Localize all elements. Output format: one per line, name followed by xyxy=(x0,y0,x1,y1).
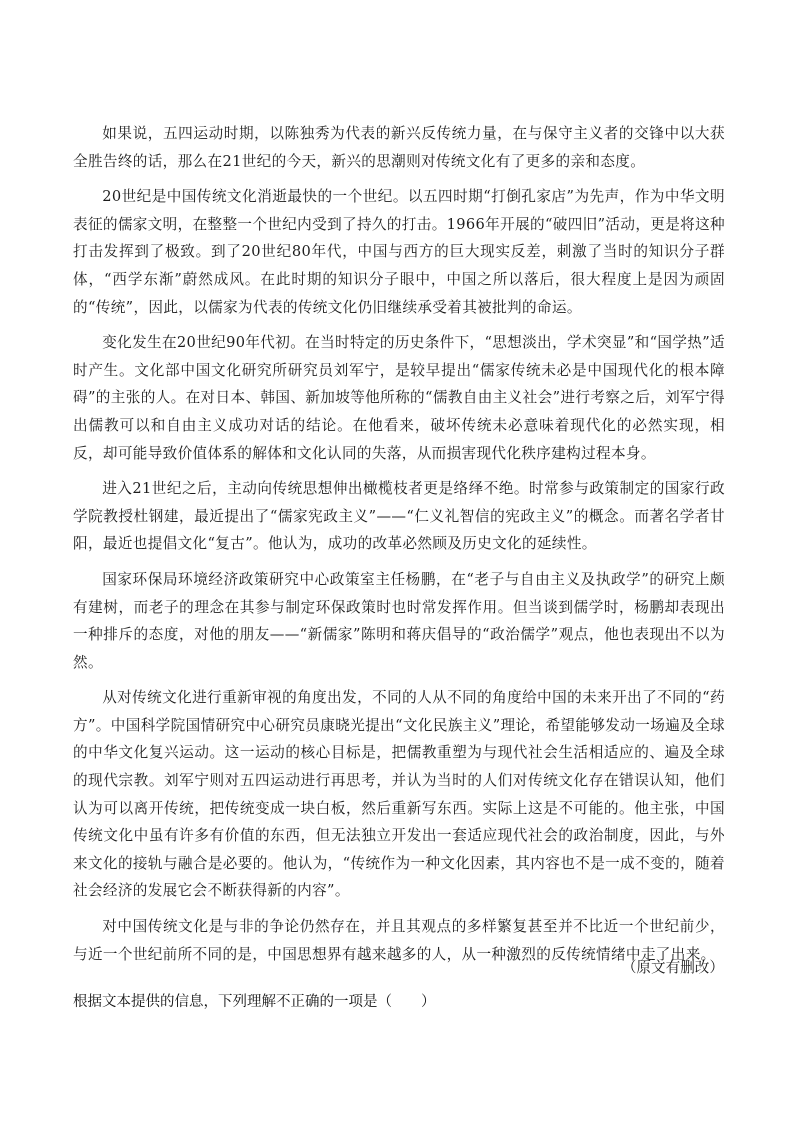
passage-paragraph-1: 如果说，五四运动时期，以陈独秀为代表的新兴反传统力量，在与保守主义者的交锋中以大获全胜告终的话，那么在21世纪的今天，新兴的思潮则对传统文化有了更多的亲和态度。 xyxy=(73,125,725,170)
passage-paragraph-7: 对中国传统文化是与非的争论仍然存在，并且其观点的多样繁复甚至并不比近一个世纪前少，与近一个世纪前所不同的是，中国思想界有越来越多的人，从一种激烈的反传统情绪中走了出来。 xyxy=(73,918,725,963)
passage-paragraph-4: 进入21世纪之后，主动向传统思想伸出橄榄枝者更是络绎不绝。时常参与政策制定的国家行政学院教授杜钢建，最近提出了“儒家宪政主义”——“仁义礼智信的宪政主义”的概念。而著名学者甘阳，最近也提倡文化“复古”。他认为，成功的改革必然顾及历史文化的延续性。 xyxy=(73,480,725,553)
passage-paragraph-2: 20世纪是中国传统文化消逝最快的一个世纪。以五四时期“打倒孔家店”为先声，作为中华文明表征的儒家文明，在整整一个世纪内受到了持久的打击。1966年开展的“破四旧”活动，更是将这种打击发挥到了极致。到了20世纪80年代，中国与西方的巨大现实反差，刺激了当时的知识分子群体，“西学东渐”蔚然成风。在此时期的知识分子眼中，中国之所以落后，很大程度上是因为顽固的“传统”，因此，以儒家为代表的传统文化仍旧继续承受着其被批判的命运。 xyxy=(73,188,725,316)
passage-paragraph-3: 变化发生在20世纪90年代初。在当时特定的历史条件下，“思想淡出，学术突显”和“国学热”适时产生。文化部中国文化研究所研究员刘军宁，是较早提出“儒家传统未必是中国现代化的根本障碍”的主张的人。在对日本、韩国、新加坡等他所称的“儒教自由主义社会”进行考察之后，刘军宁得出儒教可以和自由主义成功对话的结论。在他看来，破坏传统未必意味着现代化的必然实现，相反，却可能导致价值体系的解体和文化认同的失落，从而损害现代化秩序建构过程本身。 xyxy=(73,334,725,462)
passage-paragraph-6: 从对传统文化进行重新审视的角度出发，不同的人从不同的角度给中国的未来开出了不同的“药方”。中国科学院国情研究中心研究员康晓光提出“文化民族主义”理论，希望能够发动一场遍及全球的中华文化复兴运动。这一运动的核心目标是，把儒教重塑为与现代社会生活相适应的、遍及全球的现代宗教。刘军宁则对五四运动进行再思考，并认为当时的人们对传统文化存在错误认知，他们认为可以离开传统，把传统变成一块白板，然后重新写东西。实际上这是不可能的。他主张，中国传统文化中虽有许多有价值的东西，但无法独立开发出一套适应现代社会的政治制度，因此，与外来文化的接轨与融合是必要的。他认为，“传统作为一种文化因素，其内容也不是一成不变的，随着社会经济的发展它会不断获得新的内容”。 xyxy=(73,689,725,900)
reading-passage xyxy=(73,120,725,976)
passage-paragraph-5: 国家环保局环境经济政策研究中心政策室主任杨鹏，在“老子与自由主义及执政学”的研究上颇有建树，而老子的理念在其参与制定环保政策时也时常发挥作用。但当谈到儒学时，杨鹏却表现出一种排斥的态度，对他的朋友——“新儒家”陈明和蒋庆倡导的“政治儒学”观点，他也表现出不以为然。 xyxy=(73,570,725,671)
question-stem: 根据文本提供的信息，下列理解不正确的一项是（ ） xyxy=(73,994,436,1010)
source-note: （原文有删改） xyxy=(621,959,724,976)
